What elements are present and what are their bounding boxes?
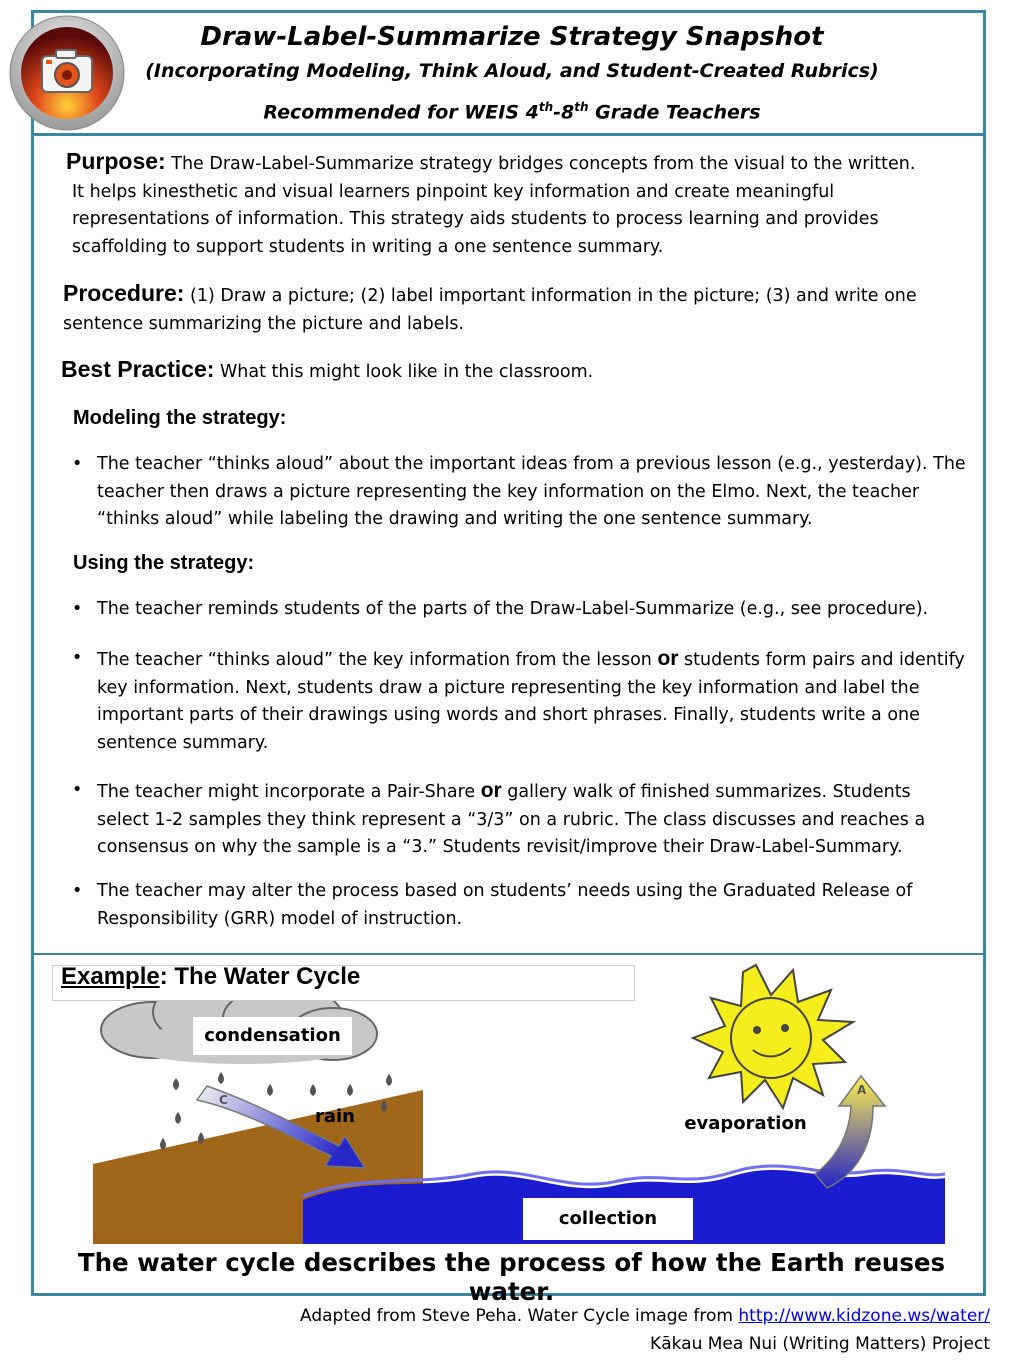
project-line: Kākau Mea Nui (Writing Matters) Project [650, 1334, 990, 1354]
procedure-text: (1) Draw a picture; (2) label important information in the picture; (3) and write one sentence summarizing the picture and labels. [63, 286, 917, 334]
label-rain: rain [314, 1106, 355, 1127]
page-subtitle: (Incorporating Modeling, Think Aloud, and Student-Created Rubrics) [145, 60, 879, 82]
list-item: • The teacher may alter the process based on students’ needs using the Graduated Release of Responsibility (GRR) model of instruction. [72, 878, 967, 933]
purpose-text: It helps kinesthetic and visual learners pinpoint key information and create meaningful representations of information. This strategy aids students to process learning and provides scaffolding to support students in writing a one sentence summary. [72, 181, 879, 257]
bullet-icon: • [72, 881, 83, 901]
procedure-heading: Procedure: [63, 280, 185, 306]
list-item: • The teacher “thinks aloud” about the important ideas from a previous lesson (e.g., yesterday). The teacher then draws a picture representing the key information on the Elmo. Next, the teacher “thinks aloud” while labeling the drawing and writing the one sentence summary. [72, 451, 967, 534]
sun-icon [693, 965, 853, 1108]
best-practice-section [61, 356, 976, 387]
best-practice-text: What this might look like in the classroom. [220, 362, 594, 382]
list-item: • The teacher might incorporate a Pair-Share or gallery walk of finished summarizes. Students select 1-2 samples they think represent a “3/3” on a rubric. The class discusses and reaches a consensus on why the sample is a “3.” Students revisit/improve their Draw-Label-Summary. [72, 779, 926, 857]
summary-sentence: The water cycle describes the process of how the Earth reuses water. [77, 1248, 946, 1306]
source-link[interactable]: http://www.kidzone.ws/water/ [738, 1306, 990, 1326]
list-item: • The teacher “thinks aloud” the key information from the lesson or students form pairs and identify key information. Next, students draw a picture representing the key information and label the important parts of their drawings using words and short phrases. Finally, students write a one sentence summary. [72, 647, 965, 753]
label-collection: collection [523, 1198, 693, 1240]
label-condensation: condensation [193, 1017, 352, 1055]
using-heading: Using the strategy: [73, 552, 255, 574]
example-divider [31, 953, 986, 955]
purpose-heading: Purpose: [66, 148, 166, 174]
label-evaporation: evaporation [684, 1113, 807, 1134]
camera-icon [8, 14, 126, 132]
list-item: • The teacher reminds students of the parts of the Draw-Label-Summarize (e.g., see procedure). [72, 596, 967, 624]
evaporation-arrow-letter: A [857, 1083, 867, 1097]
bullet-icon: • [72, 648, 83, 668]
bullet-icon: • [72, 780, 83, 800]
credit-line: Adapted from Steve Peha. Water Cycle image from http://www.kidzone.ws/water/ [299, 1306, 990, 1326]
example-heading: Example: The Water Cycle [61, 963, 361, 990]
recommendation: Recommended for WEIS 4th-8th Grade Teachers [263, 100, 761, 124]
bullet-icon: • [72, 454, 83, 474]
rain-arrow-letter: C [219, 1093, 228, 1107]
water-cycle-illustration [93, 960, 945, 1244]
bullet-icon: • [72, 599, 83, 619]
procedure-section [63, 280, 978, 338]
modeling-heading: Modeling the strategy: [73, 407, 287, 429]
purpose-text-line1: The Draw-Label-Summarize strategy bridges concepts from the visual to the written. [171, 154, 916, 174]
purpose-section [66, 148, 977, 261]
best-practice-heading: Best Practice: [61, 356, 215, 382]
page-title: Draw-Label-Summarize Strategy Snapshot [200, 22, 824, 52]
header-divider [31, 133, 986, 136]
header [128, 18, 896, 127]
